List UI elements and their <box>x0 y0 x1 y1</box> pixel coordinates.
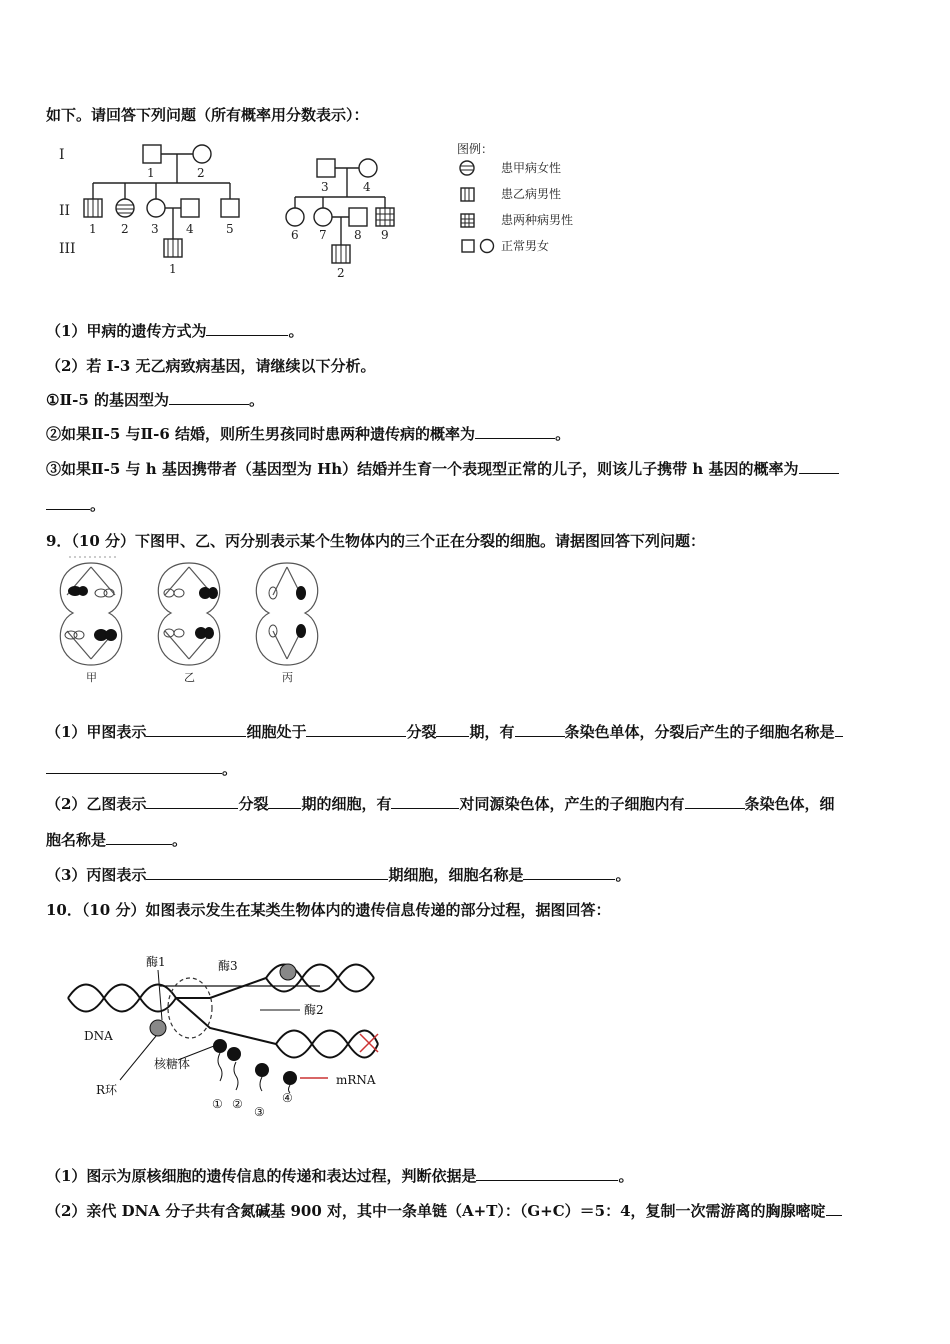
q9-answer2: （2）乙图表示 分裂 期的细胞，有 对同源染色体，产生的子细胞内有 条染色体，细 <box>46 795 835 813</box>
svg-text:4: 4 <box>363 180 371 194</box>
pedigree-II-8 <box>349 208 367 226</box>
q9-answer2-end: 胞名称是 。 <box>46 831 188 849</box>
svg-text:7: 7 <box>319 228 327 242</box>
q9-title: 9．（10 分）下图甲、乙、丙分别表示某个生物体内的三个正在分裂的细胞。请据图回答下列问题： <box>46 532 706 550</box>
legend-item-4: 正常男女 <box>501 239 550 253</box>
gen-label-III: III <box>59 241 76 257</box>
q9-answer1: （1）甲图表示 细胞处于 分裂 期，有 条染色单体，分裂后产生的子细胞名称是 <box>46 721 843 742</box>
q10-part2: （2）亲代 DNA 分子共有含氮碱基 900 对，其中一条单链（A+T）：（G+C）＝5：4，复制一次需游离的胸腺嘧啶 <box>46 1200 842 1221</box>
svg-text:1: 1 <box>169 262 177 276</box>
label-ribosome: 核糖体 <box>154 1057 191 1071</box>
label-rloop: R环 <box>96 1083 118 1097</box>
svg-text:2: 2 <box>197 166 205 180</box>
pedigree-II-2 <box>116 199 134 217</box>
svg-text:3: 3 <box>321 180 329 194</box>
svg-text:1: 1 <box>147 166 155 180</box>
legend-title: 图例： <box>457 142 494 156</box>
q8-sub3: ③如果Ⅱ-5 与 h 基因携带者（基因型为 Hh）结婚并生育一个表现型正常的儿子，则该儿子携带 h 基因的概率为 <box>46 458 839 479</box>
pedigree-II-4 <box>181 199 199 217</box>
q10-part1: （1）图示为原核细胞的遗传信息的传递和表达过程，判断依据是 。 <box>46 1167 634 1185</box>
pedigree-II-6 <box>286 208 304 226</box>
svg-text:9: 9 <box>381 228 389 242</box>
cell-bing <box>256 563 317 665</box>
pedigree-I-2 <box>193 145 211 163</box>
svg-text:3: 3 <box>151 222 159 236</box>
label-num-1: ① <box>212 1097 223 1111</box>
legend-item-1: 患甲病女性 <box>501 161 562 175</box>
pedigree-II-7 <box>314 208 332 226</box>
cell-division-figure <box>45 553 345 688</box>
legend-icon-male-ab <box>461 214 474 227</box>
legend-item-3: 患两种病男性 <box>501 213 574 227</box>
label-enzyme2: 酶2 <box>304 1003 324 1017</box>
label-enzyme3: 酶3 <box>218 959 238 973</box>
legend-icon-normal-male <box>462 240 474 252</box>
svg-text:6: 6 <box>291 228 299 242</box>
legend-item-2: 患乙病男性 <box>501 187 562 201</box>
cell-jia <box>60 563 121 665</box>
q10-title: 10．（10 分）如图表示发生在某类生物体内的遗传信息传递的部分过程，据图回答： <box>46 901 611 919</box>
label-num-3: ③ <box>254 1105 265 1119</box>
svg-text:2: 2 <box>337 266 345 280</box>
q9-answer1-end: 。 <box>46 758 237 779</box>
svg-text:8: 8 <box>354 228 362 242</box>
pedigree-I-4 <box>359 159 377 177</box>
gen-label-I: I <box>59 147 65 163</box>
svg-text:5: 5 <box>226 222 234 236</box>
pedigree-II-3 <box>147 199 165 217</box>
q8-part1: （1）甲病的遗传方式为 。 <box>46 322 304 340</box>
enzyme1-shape <box>150 1020 166 1036</box>
legend-icon-normal-female <box>481 240 494 253</box>
gen-label-II: II <box>59 203 71 219</box>
pedigree-II-5 <box>221 199 239 217</box>
enzyme3-shape <box>280 964 296 980</box>
label-enzyme1: 酶1 <box>146 955 166 969</box>
pedigree-figure <box>55 135 595 285</box>
q8-sub3-end: 。 <box>46 494 105 515</box>
legend-icon-female-a <box>460 161 474 175</box>
label-num-4: ④ <box>282 1091 293 1105</box>
label-dna: DNA <box>84 1029 113 1043</box>
cell-label-bing: 丙 <box>282 671 293 684</box>
label-num-2: ② <box>232 1097 243 1111</box>
svg-text:2: 2 <box>121 222 129 236</box>
cell-label-jia: 甲 <box>86 671 97 684</box>
q8-sub2: ②如果Ⅱ-5 与Ⅱ-6 结婚，则所生男孩同时患两种遗传病的概率为 。 <box>46 425 571 443</box>
q8-sub1: ①Ⅱ-5 的基因型为 。 <box>46 391 264 409</box>
cell-label-yi: 乙 <box>184 671 195 684</box>
svg-text:1: 1 <box>89 222 97 236</box>
r-loop-ellipse <box>168 978 212 1038</box>
cell-yi <box>158 563 219 665</box>
svg-text:4: 4 <box>186 222 194 236</box>
transcription-figure <box>60 950 390 1125</box>
intro-text: 如下。请回答下列问题（所有概率用分数表示）： <box>46 106 369 124</box>
pedigree-I-1 <box>143 145 161 163</box>
q8-part2: （2）若 I-3 无乙病致病基因，请继续以下分析。 <box>46 357 376 375</box>
pedigree-I-3 <box>317 159 335 177</box>
q9-answer3: （3）丙图表示 期细胞，细胞名称是 。 <box>46 866 631 884</box>
label-mrna: mRNA <box>336 1073 376 1087</box>
legend-icon-male-b <box>461 188 474 201</box>
